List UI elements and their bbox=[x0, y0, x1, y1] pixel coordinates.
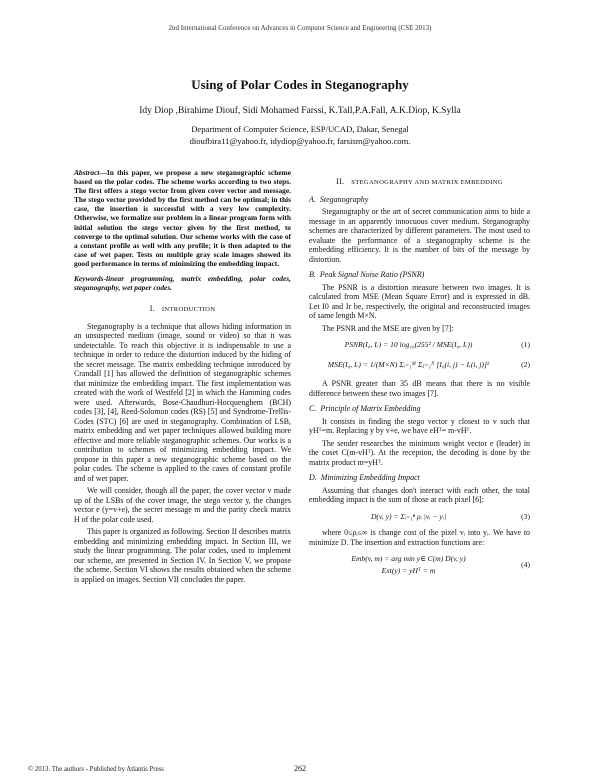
subsection-title: Steganography bbox=[319, 194, 369, 204]
section-heading-introduction bbox=[74, 304, 291, 315]
section-title: STEGANOGRAPHY AND MATRIX EMBEDDING bbox=[351, 179, 503, 186]
equation-number: (4) bbox=[521, 559, 530, 569]
section-number: II. bbox=[336, 177, 345, 186]
equation-line-embedding: Emb(v, m) = arg min y∈ C(m) D(v, y) bbox=[351, 554, 466, 563]
left-column bbox=[74, 168, 291, 587]
steganography-paragraph: Steganography or the art of secret communication aims to hide a message in an apparently innocuous cover medium. Steganography schemes are characterized by different parameters. The most used to evaluate the performance of a steganography scheme is the embedding efficiency. It is the number of bits of the message by distortion. bbox=[309, 207, 530, 264]
conference-header: 2nd International Conference on Advances in Computer Science and Engineering (CSE 2013) bbox=[168, 24, 432, 32]
section-heading-steganography bbox=[309, 177, 530, 188]
subsection-title: Minimizing Embedding Impact bbox=[320, 473, 420, 482]
psnr-paragraph-3: A PSNR greater than 35 dB means that there is no visible difference between these two images [7]. bbox=[309, 379, 530, 398]
right-column bbox=[309, 168, 530, 582]
abstract bbox=[74, 168, 291, 268]
abstract-label: Abstract bbox=[74, 168, 100, 177]
matrix-paragraph-2: The sender researches the minimum weight vector e (leader) in the coset C(m-vHᵀ). At the reception, the decoding is done by the matrix product m=yHᵀ. bbox=[309, 438, 530, 467]
intro-paragraph-3: This paper is organized as following. Section II describes matrix embedding and minimizing embedding impact. In Section III, we study the linear programming. The polar codes, used to implement our scheme, are presented in Section IV. In Section V, we propose the scheme. Section VI shows the results obtained when the scheme is applied on images. Section VII concludes the paper. bbox=[74, 527, 291, 584]
equation-formula bbox=[309, 554, 508, 575]
subsection-label: D. bbox=[309, 473, 317, 482]
equation-line-extraction: Ext(y) = yHᵀ = m bbox=[381, 565, 436, 575]
equation-number: (2) bbox=[521, 359, 530, 369]
equation-formula: D(v, y) = Σᵢ₌₁ⁿ ρᵢ |vᵢ − yᵢ| bbox=[370, 511, 447, 521]
subsection-heading-c bbox=[309, 404, 530, 414]
affiliation-emails: dioufbira11@yahoo.fr, idydiop@yahoo.fr, farsism@yahoo.com. bbox=[189, 135, 411, 146]
matrix-paragraph-1: It consists in finding the stego vector y closest to v such that yHᵀ=m. Replacing y by v+e, we have eHᵀ= m-vHᵀ. bbox=[309, 416, 530, 435]
equation-formula: MSE(I₀, Iᵣ) = 1/(M×N) Σᵢ₌₁ᴹ Σⱼ₌₁ᴺ [I₀(i, j) − Iᵣ(i, j)]² bbox=[327, 359, 490, 369]
copyright-footer: © 2013. The authors - Published by Atlantis Press bbox=[28, 766, 164, 773]
page-number: 262 bbox=[294, 764, 306, 773]
subsection-label: C. bbox=[309, 404, 317, 413]
equation-formula: PSNR(I₀, Iᵣ) = 10 log₁₀(255² / MSE(I₀, Iᵣ)) bbox=[344, 340, 473, 349]
equation-number: (1) bbox=[521, 340, 530, 349]
abstract-text: —In this paper, we propose a new steganographic scheme based on the polar codes. The scheme works according to two steps. The first offers a stego vector from given cover vector and message. The stego vector provided by the first method can be optimal; in this case, the insertion is successful with a very low complexity. Otherwise, we formalize our problem in a linear program form with initial solution the stego vector given by the first method, to converge to the optimal solution. Our scheme works with the case of a constant profile as well with any profile; it is then adapted to the case of wet paper. Tests on multiple gray scale images showed its good performance in terms of minimizing the embedding impact. bbox=[74, 168, 291, 268]
affiliation-department: Department of Computer Science, ESP/UCAD, Dakar, Senegal bbox=[191, 124, 409, 134]
subsection-label: B. bbox=[309, 270, 316, 279]
subsection-heading-d bbox=[309, 473, 530, 483]
section-number: I. bbox=[149, 304, 155, 314]
subsection-heading-b bbox=[309, 270, 530, 280]
intro-paragraph-1: Steganography is a technique that allows hiding information in an unsuspected medium (image, sound or video) so that it was undetectable. To reach this objective it is indispensable to use a technique in order to reduce the distortion induced by the hiding of the secret message. The matrix embedding technique introduced by Crandall [1] has allowed the definition of steganographic schemes that minimize the embedding impact. The first implementation was created with the work of Westfeld [2] in which the Hamming codes were used. Afterwards, Bose-Chaudhuri-Hocquenghem (BCH) codes [3], [4], Reed-Solomon codes (RS) [5] and Syndrome-Trellis-Codes (STC) [6] are used in steganography. Combination of LSB, matrix embedding and wet paper techniques allowed building more effective and more reliable steganographic schemes. Our works is a contribution to schemes of minimizing embedding impact. We propose in this paper a new steganographic scheme based on the polar codes. The scheme is applied to the cases of constant profile and of wet paper. bbox=[74, 321, 291, 483]
paper-title: Using of Polar Codes in Steganography bbox=[191, 77, 409, 92]
psnr-paragraph-2: The PSNR and the MSE are given by [7]: bbox=[322, 323, 454, 333]
equation-3 bbox=[309, 512, 530, 522]
intro-paragraph-2: We will consider, though all the paper, the cover vector v made up of the LSBs of the cover image, the stego vector y, the changes vector e (y=v+e), the secret message m and the parity check matrix H of the polar code used. bbox=[74, 486, 291, 524]
subsection-title: Peak Signal Noise Ratio (PSNR) bbox=[319, 270, 425, 279]
equation-4 bbox=[309, 554, 530, 575]
keywords: Keywords-linear programming, matrix embedding, polar codes, steganography, wet paper codes. bbox=[74, 274, 291, 293]
affiliation bbox=[0, 124, 600, 147]
equation-number: (3) bbox=[521, 511, 530, 521]
equation-2 bbox=[309, 360, 530, 370]
subsection-heading-a bbox=[309, 195, 530, 205]
min-paragraph-2: where 0≤ρᵢ≤∞ is change cost of the pixel vᵢ into yᵢ. We have to minimize D. The insertion and extraction functions are: bbox=[309, 528, 530, 547]
section-title: INTRODUCTION bbox=[161, 306, 216, 314]
equation-1 bbox=[309, 340, 530, 350]
min-paragraph-1: Assuming that changes don't interact with each other, the total embedding impact is the sum of those at each pixel [6]: bbox=[309, 485, 530, 504]
subsection-label: A. bbox=[309, 194, 316, 204]
author-list: Idy Diop ,Birahime Diouf, Sidi Mohamed Farssi, K.Tall,P.A.Fall, A.K.Diop, K.Sylla bbox=[139, 106, 461, 116]
psnr-paragraph-1: The PSNR is a distortion measure between two images. It is calculated from MSE (Mean Square Error) and is expressed in dB. Let I0 and Ir be, respectively, the original and reconstructed images of same length M×N. bbox=[309, 282, 530, 320]
subsection-title: Principle of Matrix Embedding bbox=[320, 404, 421, 413]
